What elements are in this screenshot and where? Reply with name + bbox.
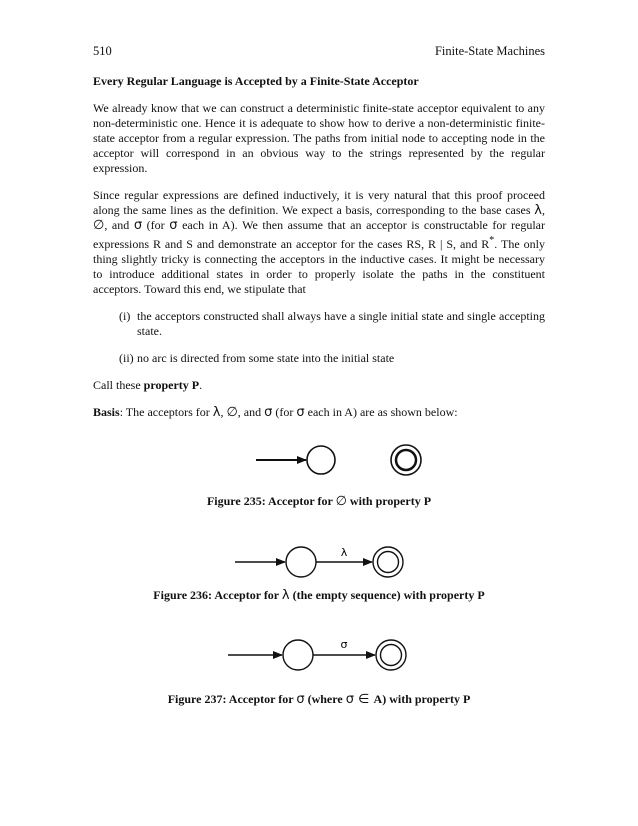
figure-236-caption: Figure 236: Acceptor for λ (the empty sequence) with property P xyxy=(153,588,485,603)
page-content xyxy=(93,74,545,432)
page-number: 510 xyxy=(93,44,112,58)
basis-line: Basis: The acceptors for λ, ∅, and σ (for σ each in A) are as shown below: xyxy=(93,405,458,420)
initial-state xyxy=(307,446,335,474)
list-item: (ii) no arc is directed from some state into the initial state xyxy=(119,351,395,365)
figure-237-diagram xyxy=(0,635,638,675)
initial-state xyxy=(283,640,313,670)
initial-state xyxy=(286,547,316,577)
arc-label-sigma: σ xyxy=(340,638,348,651)
figure-235-diagram xyxy=(0,440,638,480)
figure-237-caption: Figure 237: Acceptor for σ (where σ ∈ A) with property P xyxy=(167,692,471,707)
chapter-title: Finite-State Machines xyxy=(434,44,545,58)
accepting-state-inner xyxy=(381,645,402,666)
paragraph-intro: We already know that we can construct a deterministic finite-state acceptor equivalent to any non-deterministic one. Hence it is adequate to show how to derive a non-deterministic finite-state acceptor from a regular expression. The paths from initial node to accepting node in the acceptor will correspond in an obvious way to the strings represented by the regular expression. xyxy=(93,101,545,175)
figure-235-caption: Figure 235: Acceptor for ∅ with property P xyxy=(206,494,432,509)
section-title: Every Regular Language is Accepted by a Finite-State Acceptor xyxy=(93,74,419,88)
paragraph-induction: Since regular expressions are defined inductively, it is very natural that this proof proceed along the same lines as the definition. We expect a basis, corresponding to the base cases λ, ∅, and σ (for σ each in A). We then assume that an acceptor is constructable for regular expressions R and S and demonstrate an acceptor for the cases RS, R | S, and R*. The only thing slightly tricky is connecting the acceptors in the inductive cases. It might be necessary to introduce additional states in order to properly isolate the paths in the constituent acceptors. Toward this end, we stipulate that xyxy=(93,188,545,296)
property-p-line: Call these property P. xyxy=(93,378,203,392)
figure-236-diagram xyxy=(0,542,638,582)
arc-label-lambda: λ xyxy=(340,546,348,559)
list-item: (i) the acceptors constructed shall always have a single initial state and single accepting state. xyxy=(119,309,545,338)
accepting-state-inner xyxy=(378,552,399,573)
accepting-state-inner xyxy=(396,450,416,470)
